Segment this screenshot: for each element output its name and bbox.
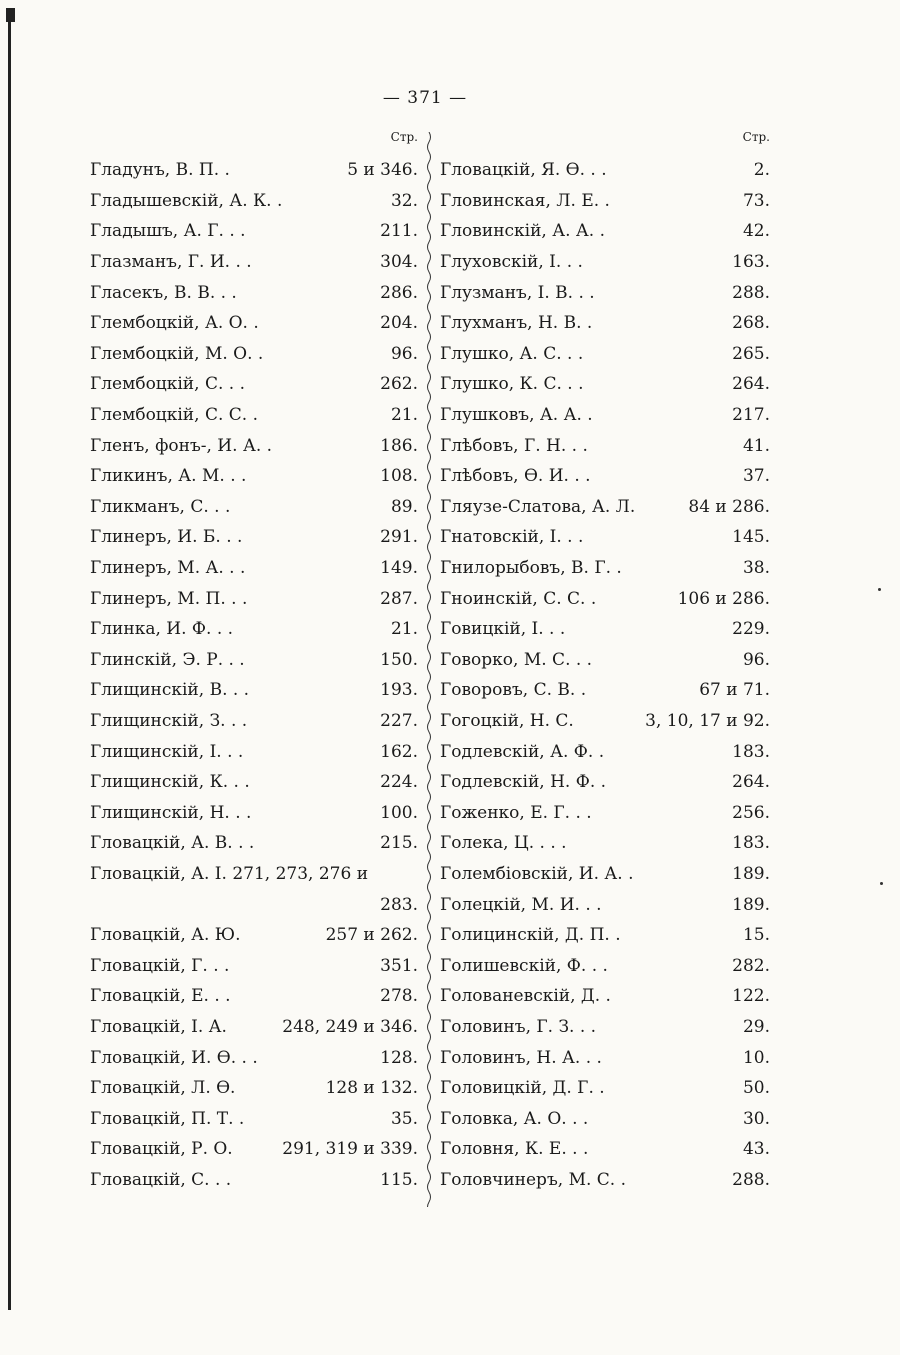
- entry-name: Гленъ, фонъ-, И. А. .: [90, 435, 273, 456]
- entry-pages: 21.: [390, 619, 418, 640]
- index-entry: [90, 155, 418, 186]
- entry-pages: 227.: [380, 710, 418, 731]
- entry-pages: 30.: [742, 1108, 770, 1129]
- entry-pages: 100.: [380, 802, 418, 823]
- index-entry: [440, 1134, 770, 1165]
- index-entry: [440, 950, 770, 981]
- entry-name: Глембоцкій, А. О. .: [90, 313, 259, 334]
- entry-name: Глушко, А. С. . .: [440, 343, 584, 364]
- entry-name: Годлевскій, Н. Ф. .: [440, 772, 607, 793]
- index-entry: [90, 950, 418, 981]
- entry-name: Гловацкій, Я. Ѳ. . .: [440, 160, 607, 181]
- entry-name: Гоженко, Е. Г. . .: [440, 802, 592, 823]
- entry-pages: 268.: [732, 313, 770, 334]
- index-entry: [90, 522, 418, 553]
- entry-pages: 211.: [380, 221, 418, 242]
- index-entry: [440, 706, 770, 737]
- page-number: — 371 —: [382, 88, 468, 108]
- entry-name: Гладышевскій, А. К. .: [90, 190, 283, 211]
- entry-name: Головка, А. О. . .: [440, 1108, 589, 1129]
- index-entry: [440, 981, 770, 1012]
- index-entry: [440, 1073, 770, 1104]
- entry-pages: 15.: [742, 925, 770, 946]
- entry-name: Гогоцкій, Н. С.: [440, 710, 574, 731]
- entry-pages: 248, 249 и 346.: [282, 1016, 418, 1037]
- entry-pages: 264.: [732, 772, 770, 793]
- entry-pages: 264.: [732, 374, 770, 395]
- index-entry: [440, 461, 770, 492]
- entry-pages: 193.: [380, 680, 418, 701]
- entry-name: Гловацкій, А. І. 271, 273, 276 и: [90, 863, 369, 884]
- index-entry: [90, 277, 418, 308]
- entry-name: Глищинскій, Н. . .: [90, 802, 252, 823]
- entry-name: Гловацкій, Л. Ѳ.: [90, 1078, 236, 1099]
- entry-pages: 84 и 286.: [688, 496, 770, 517]
- index-entry: [90, 706, 418, 737]
- entry-pages: 291.: [380, 527, 418, 548]
- entry-pages: 29.: [742, 1016, 770, 1037]
- index-entry: [440, 1042, 770, 1073]
- index-entry: [440, 1103, 770, 1134]
- binding-edge: [8, 10, 11, 1310]
- entry-name: Головня, К. Е. . .: [440, 1139, 589, 1160]
- index-entry: [440, 430, 770, 461]
- index-entry: [90, 1012, 418, 1043]
- entry-pages: 351.: [380, 955, 418, 976]
- index-entry: [440, 797, 770, 828]
- entry-pages: 278.: [380, 986, 418, 1007]
- index-entry: [90, 430, 418, 461]
- entry-name: Голишевскій, Ф. . .: [440, 955, 608, 976]
- entry-pages: 145.: [732, 527, 770, 548]
- index-entry: [90, 216, 418, 247]
- index-entry: [90, 614, 418, 645]
- entry-pages: 283.: [380, 894, 418, 915]
- entry-pages: 262.: [380, 374, 418, 395]
- entry-pages: 149.: [380, 558, 418, 579]
- entry-name: Говоровъ, С. В. .: [440, 680, 587, 701]
- entry-name: Голембіовскій, И. А. .: [440, 863, 634, 884]
- index-entry: [440, 645, 770, 676]
- index-entry: [440, 308, 770, 339]
- entry-name: Гловацкій, И. Ѳ. . .: [90, 1047, 258, 1068]
- entry-name: Глѣбовъ, Ѳ. И. . .: [440, 466, 591, 487]
- entry-name: Говорко, М. С. . .: [440, 649, 593, 670]
- entry-pages: 5 и 346.: [347, 160, 418, 181]
- index-entry: [440, 369, 770, 400]
- index-entry: [90, 583, 418, 614]
- index-entry: [90, 1134, 418, 1165]
- index-entry: [90, 492, 418, 523]
- entry-pages: 43.: [742, 1139, 770, 1160]
- entry-name: Гловацкій, Е. . .: [90, 986, 231, 1007]
- entry-name: Глухманъ, Н. В. .: [440, 313, 593, 334]
- entry-name: Гнилорыбовъ, В. Г. .: [440, 558, 622, 579]
- entry-name: Глазманъ, Г. И. . .: [90, 252, 252, 273]
- entry-name: Гловинскій, А. А. .: [440, 221, 606, 242]
- entry-name: Глинеръ, И. Б. . .: [90, 527, 243, 548]
- entry-pages: 122.: [732, 986, 770, 1007]
- index-entry: [440, 400, 770, 431]
- entry-pages: 108.: [380, 466, 418, 487]
- entry-pages: 115.: [380, 1169, 418, 1190]
- entry-name: Гловацкій, С. . .: [90, 1169, 232, 1190]
- entry-name: Головчинеръ, М. С. .: [440, 1169, 626, 1190]
- index-entry: [440, 492, 770, 523]
- entry-pages: 204.: [380, 313, 418, 334]
- entry-pages: 150.: [380, 649, 418, 670]
- entry-pages: 10.: [742, 1047, 770, 1068]
- entry-name: Глуховскій, І. . .: [440, 252, 583, 273]
- entry-name: Голека, Ц. . . .: [440, 833, 567, 854]
- speck: [880, 882, 883, 885]
- index-entry: [440, 583, 770, 614]
- index-entry: [440, 859, 770, 890]
- entry-name: Глембоцкій, М. О. .: [90, 343, 264, 364]
- entry-pages: 186.: [380, 435, 418, 456]
- entry-pages: 89.: [390, 496, 418, 517]
- index-entry: [440, 277, 770, 308]
- index-entry: [90, 675, 418, 706]
- entry-name: Глушко, К. С. . .: [440, 374, 584, 395]
- entry-name: Глинеръ, М. А. . .: [90, 558, 246, 579]
- index-entry: [440, 1012, 770, 1043]
- entry-name: Голицинскій, Д. П. .: [440, 925, 621, 946]
- entry-name: Голованевскій, Д. .: [440, 986, 611, 1007]
- speck: [878, 588, 881, 591]
- index-entry: [90, 736, 418, 767]
- index-entry: [90, 1073, 418, 1104]
- entry-pages: 50.: [742, 1078, 770, 1099]
- entry-pages: 2.: [753, 160, 770, 181]
- entry-name: Глинка, И. Ф. . .: [90, 619, 234, 640]
- entry-pages: 215.: [380, 833, 418, 854]
- entry-pages: 282.: [732, 955, 770, 976]
- entry-name: Глембоцкій, С. . .: [90, 374, 245, 395]
- entry-pages: 183.: [732, 833, 770, 854]
- entry-pages: 291, 319 и 339.: [282, 1139, 418, 1160]
- index-entry: [440, 675, 770, 706]
- entry-pages: 162.: [380, 741, 418, 762]
- index-entry: [440, 1165, 770, 1196]
- index-entry: [90, 981, 418, 1012]
- index-column-left: [90, 128, 418, 1195]
- entry-name: Глищинскій, З. . .: [90, 710, 248, 731]
- entry-pages: 41.: [742, 435, 770, 456]
- entry-pages: 217.: [732, 405, 770, 426]
- entry-pages: 288.: [732, 282, 770, 303]
- index-entry: [90, 461, 418, 492]
- index-entry: [440, 186, 770, 217]
- index-entry: [90, 828, 418, 859]
- entry-pages: 35.: [390, 1108, 418, 1129]
- entry-name: Гласекъ, В. В. . .: [90, 282, 237, 303]
- index-entry: [90, 400, 418, 431]
- entry-name: Глинеръ, М. П. . .: [90, 588, 248, 609]
- entry-name: Глинскій, Э. Р. . .: [90, 649, 245, 670]
- entry-name: Головинъ, Н. А. . .: [440, 1047, 602, 1068]
- index-entry: [90, 339, 418, 370]
- index-entry: [440, 614, 770, 645]
- index-entry: [90, 247, 418, 278]
- entry-name: Гловацкій, П. Т. .: [90, 1108, 245, 1129]
- index-column-right: [440, 128, 770, 1195]
- index-entry: [90, 1165, 418, 1196]
- entry-name: Гловацкій, Р. О.: [90, 1139, 233, 1160]
- entry-pages: 163.: [732, 252, 770, 273]
- entry-name: Гляузе-Слатова, А. Л.: [440, 496, 636, 517]
- entry-pages: 73.: [742, 190, 770, 211]
- index-entry: [90, 859, 418, 890]
- index-entry: [440, 736, 770, 767]
- entry-name: Гловацкій, А. Ю.: [90, 925, 241, 946]
- entry-name: Головицкій, Д. Г. .: [440, 1078, 605, 1099]
- column-divider: [425, 132, 433, 1207]
- entry-name: Гловацкій, І. А.: [90, 1016, 227, 1037]
- entry-name: Гладунъ, В. П. .: [90, 160, 230, 181]
- entry-pages: 256.: [732, 802, 770, 823]
- entry-pages: 183.: [732, 741, 770, 762]
- entry-name: Глищинскій, І. . .: [90, 741, 244, 762]
- entry-name: Гловацкій, А. В. . .: [90, 833, 255, 854]
- entry-pages: 21.: [390, 405, 418, 426]
- entry-name: Говицкій, І. . .: [440, 619, 566, 640]
- entry-pages: 304.: [380, 252, 418, 273]
- entry-pages: 37.: [742, 466, 770, 487]
- entry-name: Гнатовскій, І. . .: [440, 527, 584, 548]
- entry-pages: 96.: [390, 343, 418, 364]
- column-header: Стр.: [390, 130, 418, 144]
- entry-pages: 128.: [380, 1047, 418, 1068]
- index-entry: [440, 247, 770, 278]
- index-entry: [440, 339, 770, 370]
- index-entry: [440, 920, 770, 951]
- entry-pages: 265.: [732, 343, 770, 364]
- index-entry: [440, 216, 770, 247]
- index-entry: [90, 553, 418, 584]
- entry-pages: 38.: [742, 558, 770, 579]
- index-entry: [440, 767, 770, 798]
- entry-pages: 106 и 286.: [677, 588, 770, 609]
- index-entry: [90, 308, 418, 339]
- index-entry: [440, 828, 770, 859]
- entry-name: Глембоцкій, С. С. .: [90, 405, 258, 426]
- index-entry: [90, 767, 418, 798]
- entry-name: Голецкій, М. И. . .: [440, 894, 602, 915]
- index-entry: [90, 186, 418, 217]
- entry-pages: 3, 10, 17 и 92.: [645, 710, 770, 731]
- entry-pages: 287.: [380, 588, 418, 609]
- entry-pages: 189.: [732, 863, 770, 884]
- entry-pages: 224.: [380, 772, 418, 793]
- entry-pages: 288.: [732, 1169, 770, 1190]
- entry-name: Гликинъ, А. М. . .: [90, 466, 247, 487]
- entry-name: Гловацкій, Г. . .: [90, 955, 230, 976]
- entry-name: Глищинскій, К. . .: [90, 772, 250, 793]
- entry-pages: 229.: [732, 619, 770, 640]
- index-entry: [440, 155, 770, 186]
- entry-name: Головинъ, Г. З. . .: [440, 1016, 597, 1037]
- entry-pages: 67 и 71.: [699, 680, 770, 701]
- entry-pages: 128 и 132.: [325, 1078, 418, 1099]
- entry-name: Годлевскій, А. Ф. .: [440, 741, 605, 762]
- entry-name: Глѣбовъ, Г. Н. . .: [440, 435, 588, 456]
- entry-pages: 32.: [390, 190, 418, 211]
- entry-pages: 42.: [742, 221, 770, 242]
- column-header: Стр.: [742, 130, 770, 144]
- entry-name: Глищинскій, В. . .: [90, 680, 250, 701]
- entry-pages: 286.: [380, 282, 418, 303]
- index-entry: [90, 920, 418, 951]
- entry-pages: 96.: [742, 649, 770, 670]
- index-entry: [90, 1042, 418, 1073]
- entry-pages: 257 и 262.: [325, 925, 418, 946]
- index-entry: [90, 645, 418, 676]
- entry-name: Гликманъ, С. . .: [90, 496, 231, 517]
- entry-name: Гловинская, Л. Е. .: [440, 190, 610, 211]
- entry-name: Глузманъ, І. В. . .: [440, 282, 595, 303]
- entry-pages: 189.: [732, 894, 770, 915]
- index-entry: [90, 369, 418, 400]
- index-entry: [440, 553, 770, 584]
- index-entry: [90, 889, 418, 920]
- entry-name: Гладышъ, А. Г. . .: [90, 221, 246, 242]
- entry-name: Глушковъ, А. А. .: [440, 405, 593, 426]
- index-entry: [90, 797, 418, 828]
- index-entry: [440, 889, 770, 920]
- index-entry: [440, 522, 770, 553]
- index-entry: [90, 1103, 418, 1134]
- entry-name: Гноинскій, С. С. .: [440, 588, 597, 609]
